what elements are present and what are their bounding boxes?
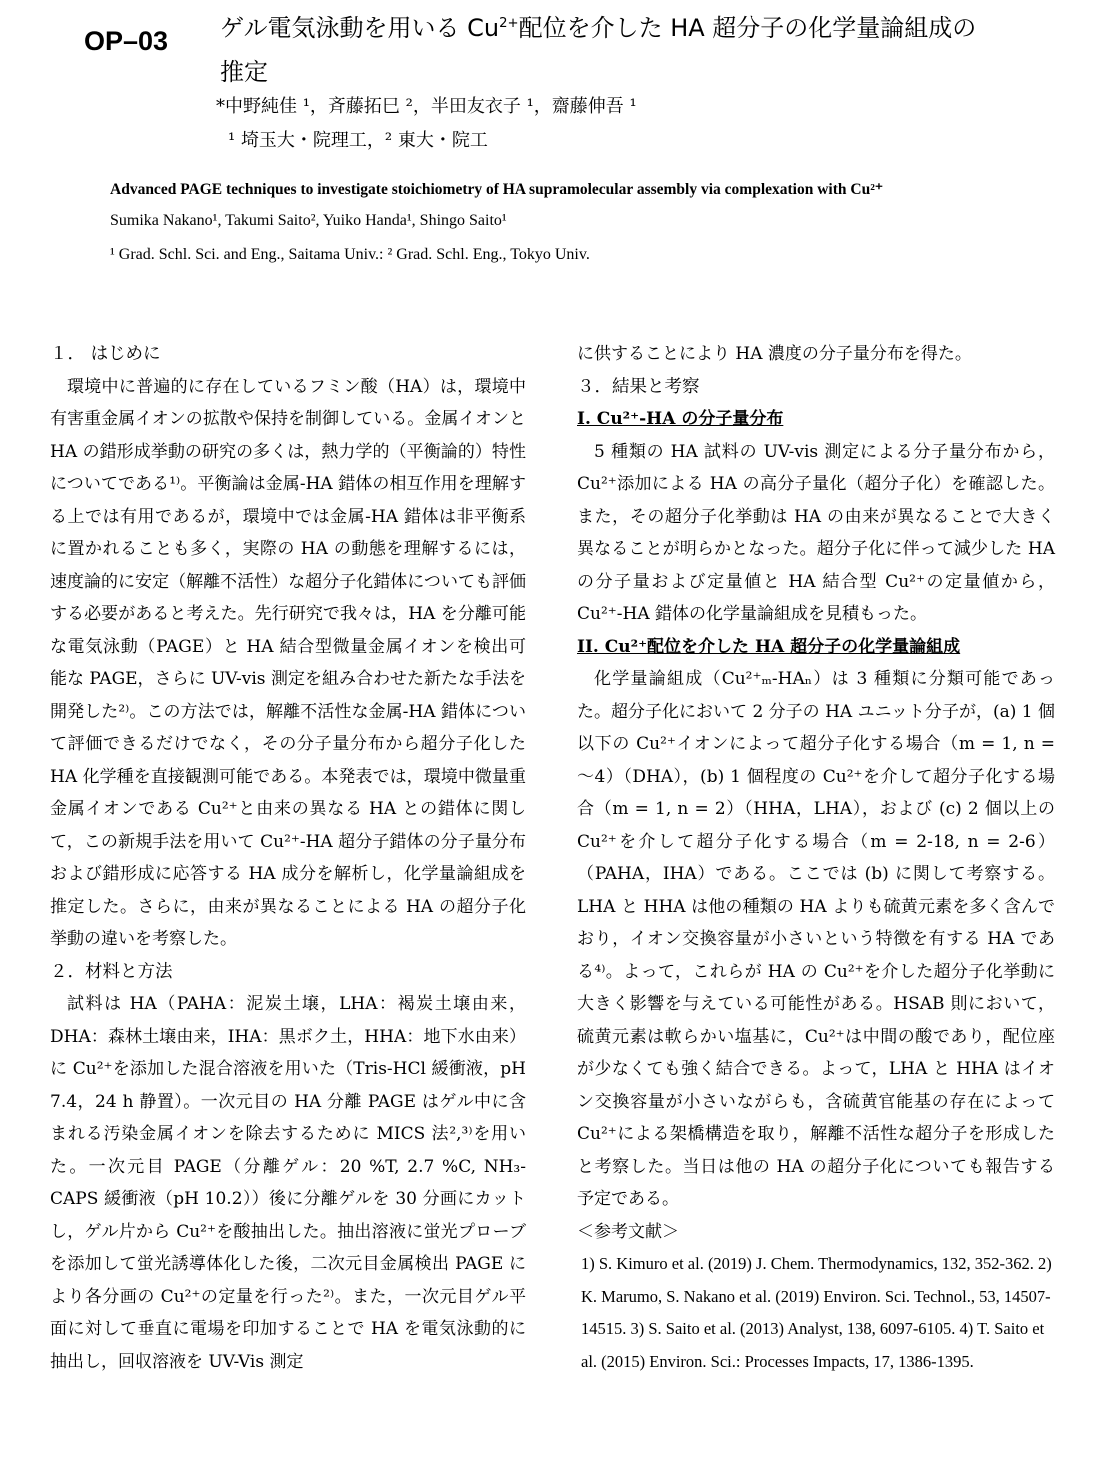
subsection-2-heading: II. Cu²⁺配位を介した HA 超分子の化学量論組成	[577, 636, 961, 657]
subsection-1-paragraph: 5 種類の HA 試料の UV-vis 測定による分子量分布から，Cu²⁺添加による HA の高分子量化（超分子化）を確認した。また，その超分子化挙動は HA の由来が異なることで大きく異なることが明らかとなった。超分子化に伴って減少した HA の分子量および定量値と HA 結合型 Cu²⁺の定量値から，Cu²⁺-HA 錯体の化学量論組成を見積もった。	[577, 441, 1055, 624]
methods-paragraph: 試料は HA（PAHA：泥炭土壌，LHA：褐炭土壌由来，DHA：森林土壌由来，IHA：黒ボク土，HHA：地下水由来）に Cu²⁺を添加した混合溶液を用いた（Tris-HCl 緩衝液，pH 7.4，24 h 静置）。一次元目の HA 分離 PAGE はゲル中に含まれる汚染金属イオンを除去するために MICS 法²,³⁾を用いた。一次元目 PAGE（分離ゲル：20 %T, 2.7 %C, NH₃-CAPS 緩衝液（pH 10.2））後に分離ゲルを 30 分画にカットし，ゲル片から Cu²⁺を酸抽出した。抽出溶液に蛍光プローブを添加して蛍光誘導体化した後，二次元目金属検出 PAGE により各分画の Cu²⁺の定量を行った²⁾。また，一次元目ゲル平面に対して垂直に電場を印加することで HA を電気泳動的に抽出し，回収溶液を UV-Vis 測定	[50, 994, 526, 1372]
left-column	[50, 338, 526, 1378]
intro-heading: １． はじめに	[50, 344, 161, 364]
right-column	[577, 338, 1055, 1378]
abstract-code: OP–03	[84, 26, 169, 56]
english-authors: Sumika Nakano¹, Takumi Saito², Yuiko Handa¹, Shingo Saito¹	[110, 212, 507, 229]
paper-title	[220, 6, 1080, 94]
authors-japanese: *中野純佳 ¹，斉藤拓巳 ²，半田友衣子 ¹，齋藤伸吾 ¹	[216, 96, 637, 117]
subsection-2-paragraph: 化学量論組成（Cu²⁺ₘ-HAₙ）は 3 種類に分類可能であった。超分子化において 2 分子の HA ユニット分子が，(a) 1 個以下の Cu²⁺イオンによって超分子化する場合（m = 1, n = ～4）（DHA），(b) 1 個程度の Cu²⁺を介して超分子化する場合（m = 1, n = 2）（HHA，LHA），および (c) 2 個以上の Cu²⁺を介して超分子化する場合（m = 2-18, n = 2-6）（PAHA，IHA）である。ここでは (b) に関して考察する。LHA と HHA は他の種類の HA よりも硫黄元素を多く含んでおり，イオン交換容量が小さいという特徴を有する HA である⁴⁾。よって，これらが HA の Cu²⁺を介した超分子化挙動に大きく影響を与えている可能性がある。HSAB 則において，硫黄元素は軟らかい塩基に，Cu²⁺は中間の酸であり，配位座が少なくても強く結合できる。よって，LHA と HHA はイオン交換容量が小さいながらも，含硫黄官能基の存在によって Cu²⁺による架橋構造を取り，解離不活性な超分子を形成したと考察した。当日は他の HA の超分子化についても報告する予定である。	[577, 669, 1055, 1209]
references-heading: ＜参考文献＞	[577, 1221, 679, 1242]
title-part-2: 配位を介した HA 超分子の化学量論組成の	[518, 14, 977, 42]
title-part-1: ゲル電気泳動を用いる Cu	[220, 14, 500, 42]
references-list: 1) S. Kimuro et al. (2019) J. Chem. Thermodynamics, 132, 352-362. 2) K. Marumo, S. Nakano et al. (2019) Environ. Sci. Technol., 53, 14507-14515. 3) S. Saito et al. (2013) Analyst, 138, 6097-6105. 4) T. Saito et al. (2015) Environ. Sci.: Processes Impacts, 17, 1386-1395.	[581, 1254, 1052, 1371]
subsection-1-heading: I. Cu²⁺-HA の分子量分布	[577, 409, 784, 429]
title-part-3: 推定	[220, 58, 268, 86]
intro-paragraph: 環境中に普遍的に存在しているフミン酸（HA）は，環境中有害重金属イオンの拡散や保持を制御している。金属イオンと HA の錯形成挙動の研究の多くは，熱力学的（平衡論的）特性についてである¹⁾。平衡論は金属-HA 錯体の相互作用を理解する上では有用であるが，環境中では金属-HA 錯体は非平衡系に置かれることも多く，実際の HA の動態を理解するには，速度論的に安定（解離不活性）な超分子化錯体についても評価する必要があると考えた。先行研究で我々は，HA を分離可能な電気泳動（PAGE）と HA 結合型微量金属イオンを検出可能な PAGE，さらに UV-vis 測定を組み合わせた新たな手法を開発した²⁾。この方法では，解離不活性な金属-HA 錯体について評価できるだけでなく，その分子量分布から超分子化した HA 化学種を直接観測可能である。本発表では，環境中微量重金属イオンである Cu²⁺と由来の異なる HA との錯体に関して，この新規手法を用いて Cu²⁺-HA 超分子錯体の分子量分布および錯形成に応答する HA 成分を解析し，化学量論組成を推定した。さらに，由来が異なることによる HA の超分子化挙動の違いを考察した。	[50, 376, 526, 949]
english-title: Advanced PAGE techniques to investigate stoichiometry of HA supramolecular assembly via complexation with Cu²⁺	[110, 181, 884, 198]
methods-continuation: に供することにより HA 濃度の分子量分布を得た。	[577, 344, 972, 364]
results-heading: ３．結果と考察	[577, 376, 700, 397]
title-superscript: 2+	[499, 16, 519, 31]
methods-heading: ２．材料と方法	[50, 961, 173, 982]
english-affiliations: ¹ Grad. Schl. Sci. and Eng., Saitama Univ.: ² Grad. Schl. Eng., Tokyo Univ.	[110, 246, 590, 263]
affiliations-japanese: ¹ 埼玉大・院理工，² 東大・院工	[228, 130, 488, 151]
